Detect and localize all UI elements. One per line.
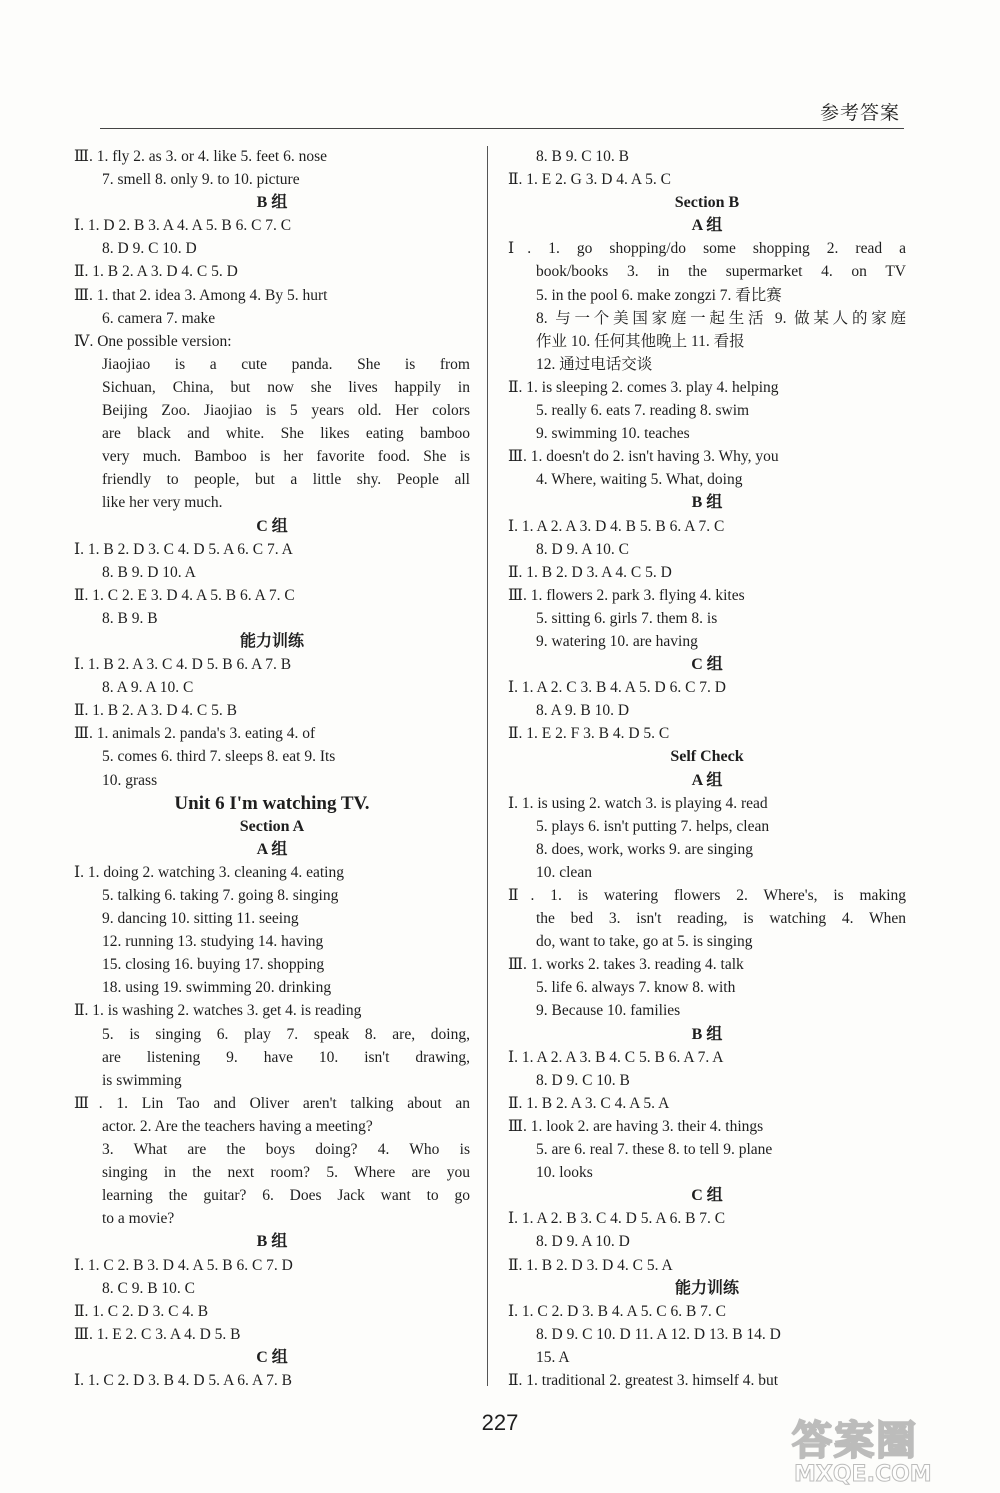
answer-line: 9. Because 10. families: [536, 1002, 681, 1020]
watermark-logo: [784, 1409, 994, 1489]
answer-line: Ⅲ. 1. works 2. takes 3. reading 4. talk: [508, 956, 744, 974]
answer-line: Ⅲ. 1. doesn't do 2. isn't having 3. Why, you: [508, 448, 779, 466]
right-column: [508, 145, 906, 1392]
page-header-title: 参考答案: [819, 103, 900, 124]
answer-line: Ⅰ. 1. A 2. B 3. C 4. D 5. A 6. B 7. C: [508, 1210, 726, 1228]
section-heading: B 组: [691, 494, 723, 512]
answer-line: 5. plays 6. isn't putting 7. helps, clean: [536, 817, 770, 835]
answer-line: 10. looks: [536, 1164, 593, 1182]
answer-line: 10. grass: [102, 771, 158, 789]
answer-line: Ⅰ. 1. B 2. D 3. C 4. D 5. A 6. C 7. A: [74, 540, 293, 558]
answer-line: 12. 通过电话交谈: [536, 355, 653, 373]
answer-line: to a movie?: [102, 1210, 175, 1228]
answer-line: Ⅱ. 1. B 2. D 3. A 4. C 5. D: [508, 563, 672, 581]
answer-line: 作业 10. 任何其他晚上 11. 看报: [536, 332, 745, 350]
answer-line: 8. D 9. A 10. D: [536, 1233, 630, 1251]
answer-line: Ⅱ. 1. B 2. A 3. D 4. C 5. D: [74, 263, 238, 281]
section-heading: Self Check: [670, 748, 744, 766]
answer-line: Ⅰ. 1. C 2. D 3. B 4. A 5. C 6. B 7. C: [508, 1302, 726, 1320]
answer-line: Ⅰ. 1. A 2. A 3. D 4. B 5. B 6. A 7. C: [508, 517, 725, 535]
answer-line: Ⅲ. 1. animals 2. panda's 3. eating 4. of: [74, 725, 316, 743]
section-heading: C 组: [691, 656, 723, 674]
answer-line: Ⅱ. 1. B 2. A 3. D 4. C 5. B: [74, 702, 237, 720]
answer-line: 5. is singing 6. play 7. speak 8. are, doing,: [102, 1025, 470, 1043]
answer-line: Ⅰ. 1. B 2. A 3. C 4. D 5. B 6. A 7. B: [74, 656, 292, 674]
answer-line: 9. dancing 10. sitting 11. seeing: [102, 910, 299, 928]
answer-line: Ⅲ. 1. flowers 2. park 3. flying 4. kites: [508, 586, 745, 604]
answer-line: 15. A: [536, 1348, 570, 1366]
answer-line: 8. D 9. A 10. C: [536, 540, 630, 558]
answer-line: 5. really 6. eats 7. reading 8. swim: [536, 402, 750, 420]
answer-line: 8. D 9. C 10. D 11. A 12. D 13. B 14. D: [536, 1325, 781, 1343]
answer-line: Ⅰ. 1. go shopping/do some shopping 2. read a: [508, 240, 906, 258]
answer-line: 18. using 19. swimming 20. drinking: [102, 979, 332, 997]
answer-line: 3. What are the boys doing? 4. Who is: [102, 1141, 470, 1159]
answer-line: 5. in the pool 6. make zongzi 7. 看比赛: [536, 286, 782, 304]
answer-line: Ⅱ. 1. E 2. F 3. B 4. D 5. C: [508, 725, 670, 743]
answer-line: Ⅲ. 1. Lin Tao and Oliver aren't talking about an: [74, 1094, 470, 1112]
answer-line: Ⅲ. 1. fly 2. as 3. or 4. like 5. feet 6. nose: [74, 148, 327, 165]
section-heading: B 组: [691, 1025, 723, 1043]
answer-line: 15. closing 16. buying 17. shopping: [102, 956, 325, 974]
answer-line: 8. B 9. D 10. A: [102, 563, 196, 581]
answer-line: Jiaojiao is a cute panda. She is from: [102, 355, 470, 373]
answer-line: Beijing Zoo. Jiaojiao is 5 years old. Her colors: [102, 402, 470, 420]
answer-line: friendly to people, but a little shy. People all: [102, 471, 470, 489]
section-heading: C 组: [691, 1187, 723, 1205]
header-rule: [100, 128, 904, 129]
answer-line: Ⅱ. 1. B 2. A 3. C 4. A 5. A: [508, 1094, 670, 1112]
answer-line: is swimming: [102, 1071, 182, 1089]
answer-line: Ⅰ. 1. C 2. B 3. D 4. A 5. B 6. C 7. D: [74, 1256, 293, 1274]
answer-line: Ⅳ. One possible version:: [74, 332, 232, 350]
answer-line: are black and white. She likes eating bamboo: [102, 425, 470, 443]
answer-line: 8. does, work, works 9. are singing: [536, 840, 753, 858]
answer-line: Ⅱ. 1. E 2. G 3. D 4. A 5. C: [508, 171, 671, 189]
answer-line: 8. A 9. A 10. C: [102, 679, 194, 697]
page-number: 227: [481, 1410, 519, 1435]
answer-line: 8. D 9. C 10. D: [102, 240, 197, 258]
answer-line: Ⅲ. 1. E 2. C 3. A 4. D 5. B: [74, 1325, 241, 1343]
answer-line: Ⅰ. 1. A 2. C 3. B 4. A 5. D 6. C 7. D: [508, 679, 726, 697]
answer-line: Ⅱ. 1. C 2. E 3. D 4. A 5. B 6. A 7. C: [74, 586, 295, 604]
answer-line: Ⅰ. 1. C 2. D 3. B 4. D 5. A 6. A 7. B: [74, 1371, 292, 1389]
answer-line: 6. camera 7. make: [102, 309, 216, 327]
answer-line: 8. A 9. B 10. D: [536, 702, 630, 720]
answer-line: Ⅰ. 1. doing 2. watching 3. cleaning 4. eating: [74, 863, 344, 881]
answer-line: Ⅱ. 1. B 2. D 3. D 4. C 5. A: [508, 1256, 673, 1274]
column-divider: [487, 146, 488, 1386]
answer-line: 5. life 6. always 7. know 8. with: [536, 979, 736, 997]
answer-line: 7. smell 8. only 9. to 10. picture: [102, 171, 300, 189]
section-heading: B 组: [256, 194, 288, 212]
answer-line: 5. talking 6. taking 7. going 8. singing: [102, 887, 339, 904]
section-heading: Section A: [239, 817, 305, 835]
answer-line: very much. Bamboo is her favorite food. She is: [102, 448, 470, 466]
unit-heading: Unit 6 I'm watching TV.: [174, 792, 370, 814]
watermark-logo-text: 答案圈: [792, 1418, 918, 1464]
section-heading: C 组: [256, 517, 288, 535]
answer-line: Ⅱ. 1. is washing 2. watches 3. get 4. is reading: [74, 1002, 362, 1020]
section-heading: C 组: [256, 1348, 288, 1366]
answer-line: Ⅱ. 1. is watering flowers 2. Where's, is making: [508, 887, 906, 904]
answer-line: Ⅱ. 1. is sleeping 2. comes 3. play 4. helping: [508, 378, 779, 396]
answer-line: do, want to take, go at 5. is singing: [536, 933, 753, 951]
section-heading: B 组: [256, 1233, 288, 1251]
answer-line: 5. comes 6. third 7. sleeps 8. eat 9. Its: [102, 748, 336, 766]
answer-line: 10. clean: [536, 863, 592, 881]
answer-line: 8. B 9. B: [102, 609, 158, 627]
answer-line: like her very much.: [102, 494, 223, 512]
answer-line: Sichuan, China, but now she lives happily in: [102, 378, 470, 396]
answer-line: 4. Where, waiting 5. What, doing: [536, 471, 743, 489]
answer-line: 8. 与一个美国家庭一起生活 9. 做某人的家庭: [536, 309, 906, 327]
answer-line: Ⅱ. 1. traditional 2. greatest 3. himself 4. but: [508, 1371, 779, 1389]
watermark-url: MXQE.COM: [794, 1462, 932, 1487]
answer-line: Ⅰ. 1. D 2. B 3. A 4. A 5. B 6. C 7. C: [74, 217, 292, 235]
answer-line: Ⅲ. 1. look 2. are having 3. their 4. things: [508, 1117, 764, 1135]
answer-line: book/books 3. in the supermarket 4. on TV: [536, 263, 906, 281]
section-heading: Section B: [674, 194, 740, 212]
answer-line: Ⅲ. 1. that 2. idea 3. Among 4. By 5. hurt: [74, 286, 328, 304]
answer-line: are listening 9. have 10. isn't drawing,: [102, 1048, 470, 1066]
answer-line: 9. watering 10. are having: [536, 632, 698, 650]
section-heading: A 组: [256, 840, 288, 858]
answer-line: 8. B 9. C 10. B: [536, 148, 630, 165]
answer-line: Ⅰ. 1. A 2. A 3. B 4. C 5. B 6. A 7. A: [508, 1048, 724, 1066]
answer-line: 5. sitting 6. girls 7. them 8. is: [536, 609, 718, 627]
section-heading: 能力训练: [239, 632, 304, 650]
answer-line: actor. 2. Are the teachers having a meeting?: [102, 1117, 373, 1135]
answer-line: the bed 3. isn't reading, is watching 4. When: [536, 910, 906, 928]
section-heading: A 组: [691, 771, 723, 789]
answer-line: learning the guitar? 6. Does Jack want to go: [102, 1187, 470, 1205]
answer-line: 9. swimming 10. teaches: [536, 425, 690, 443]
left-column: [74, 145, 470, 1392]
answer-line: 8. C 9. B 10. C: [102, 1279, 196, 1297]
answer-line: 12. running 13. studying 14. having: [102, 933, 324, 951]
answer-line: 8. D 9. C 10. B: [536, 1071, 630, 1089]
answer-line: singing in the next room? 5. Where are you: [102, 1164, 470, 1182]
section-heading: 能力训练: [674, 1279, 739, 1297]
answer-line: 5. are 6. real 7. these 8. to tell 9. plane: [536, 1141, 773, 1159]
section-heading: A 组: [691, 217, 723, 235]
answer-line: Ⅱ. 1. C 2. D 3. C 4. B: [74, 1302, 209, 1320]
answer-line: Ⅰ. 1. is using 2. watch 3. is playing 4. read: [508, 794, 768, 812]
